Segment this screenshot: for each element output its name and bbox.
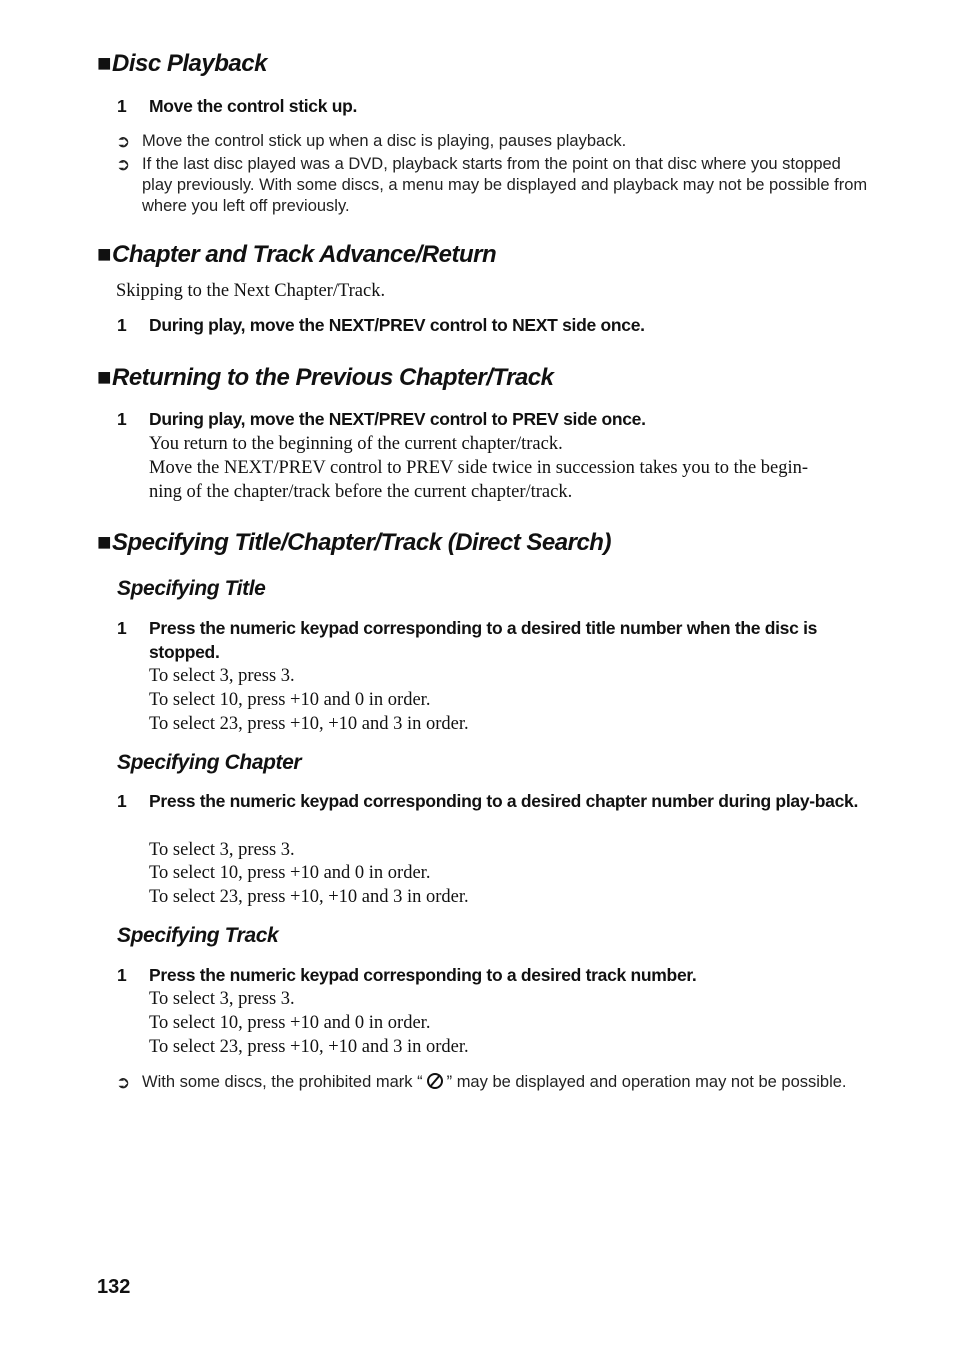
- step-item: 1 Press the numeric keypad corresponding to a desired track number.: [117, 965, 697, 985]
- note-item: ➲ Move the control stick up when a disc is playing, pauses playback.: [116, 132, 627, 151]
- body-line: To select 3, press 3.: [149, 666, 295, 686]
- intro-text: Skipping to the Next Chapter/Track.: [116, 281, 386, 301]
- page-number: 132: [97, 1276, 131, 1298]
- body-line: You return to the beginning of the current chapter/track.: [149, 434, 563, 454]
- step-item: 1 Press the numeric keypad corresponding to a desired chapter number during play-back.: [117, 791, 859, 811]
- body-line: To select 10, press +10 and 0 in order.: [149, 1013, 431, 1033]
- subheading-specifying-chapter: Specifying Chapter: [117, 751, 302, 774]
- square-bullet-icon: ■: [97, 50, 111, 77]
- square-bullet-icon: ■: [97, 241, 111, 268]
- body-line: ning of the chapter/track before the current chapter/track.: [149, 482, 573, 502]
- step-item: 1 Press the numeric keypad corresponding to a desired title number when the disc is stopped.: [117, 618, 818, 662]
- body-line: To select 23, press +10, +10 and 3 in order.: [149, 1037, 469, 1057]
- square-bullet-icon: ■: [97, 364, 111, 391]
- note-arrow-icon: ➲: [116, 132, 131, 151]
- note-arrow-icon: ➲: [116, 1073, 131, 1092]
- body-line: To select 3, press 3.: [149, 989, 295, 1009]
- prohibited-mark-icon: [427, 1073, 443, 1089]
- body-line: To select 23, press +10, +10 and 3 in order.: [149, 887, 469, 907]
- section-heading-disc-playback: ■Disc Playback: [97, 50, 267, 77]
- note-arrow-icon: ➲: [116, 155, 131, 174]
- subheading-specifying-title: Specifying Title: [117, 577, 266, 600]
- section-heading-chapter-advance: ■Chapter and Track Advance/Return: [97, 241, 497, 268]
- body-line: To select 10, press +10 and 0 in order.: [149, 690, 431, 710]
- section-heading-returning: ■Returning to the Previous Chapter/Track: [97, 364, 554, 391]
- body-line: To select 23, press +10, +10 and 3 in order.: [149, 714, 469, 734]
- step-item: 1 During play, move the NEXT/PREV control to PREV side once.: [117, 409, 646, 429]
- section-heading-direct-search: ■Specifying Title/Chapter/Track (Direct Search): [97, 529, 611, 556]
- note-item: ➲ With some discs, the prohibited mark “ ” may be displayed and operation may not be possible.: [116, 1073, 847, 1092]
- body-line: Move the NEXT/PREV control to PREV side twice in succession takes you to the begin-: [149, 458, 809, 478]
- body-line: To select 3, press 3.: [149, 840, 295, 860]
- subheading-specifying-track: Specifying Track: [117, 924, 279, 947]
- note-item: ➲ If the last disc played was a DVD, playback starts from the point on that disc where you stopped play previously. With some discs, a menu may be displayed and playback may not be possible from where you left off previously.: [116, 155, 868, 215]
- step-item: 1 During play, move the NEXT/PREV control to NEXT side once.: [117, 315, 645, 335]
- body-line: To select 10, press +10 and 0 in order.: [149, 863, 431, 883]
- step-item: 1 Move the control stick up.: [117, 96, 358, 116]
- square-bullet-icon: ■: [97, 529, 111, 556]
